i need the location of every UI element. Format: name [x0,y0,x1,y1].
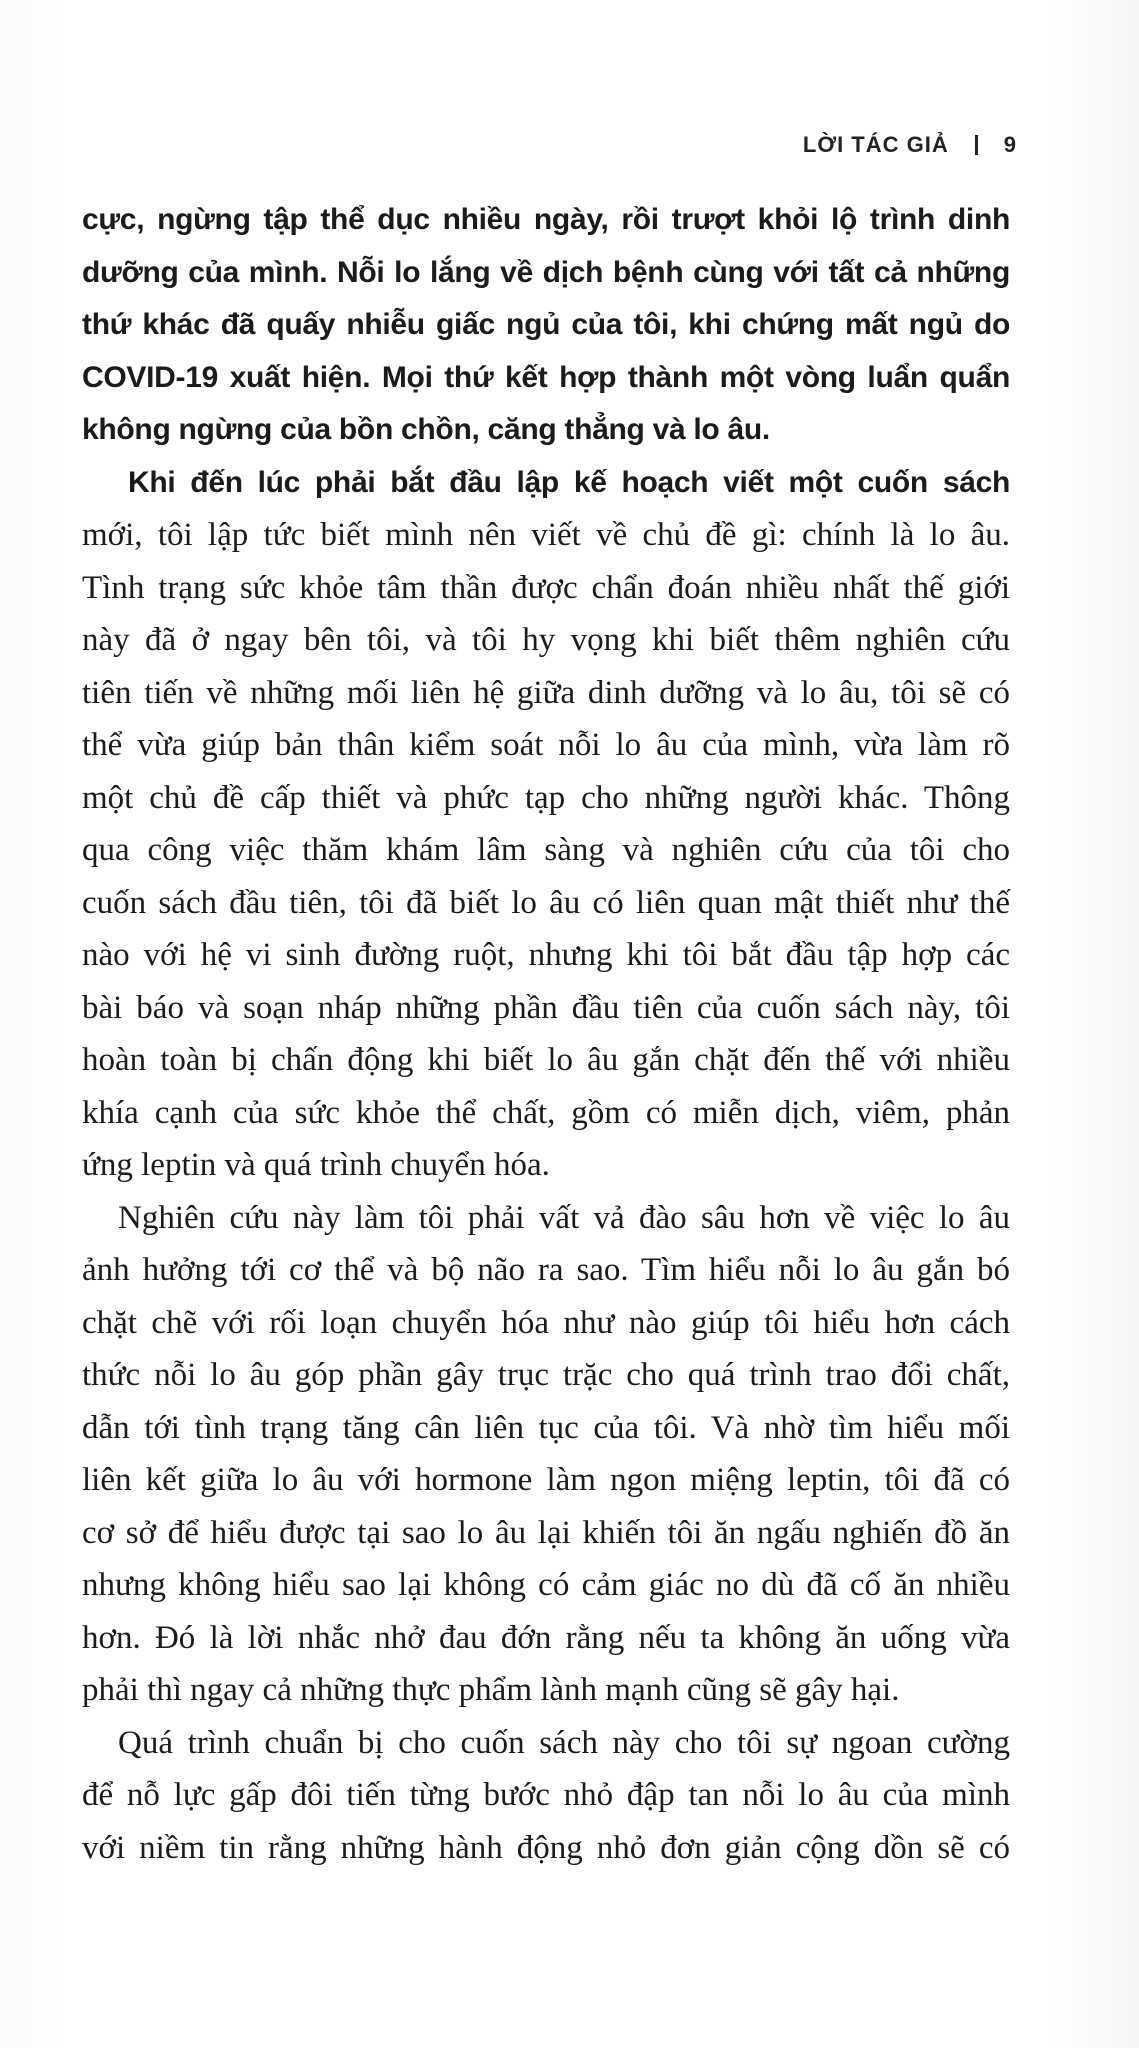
text-line: không ngừng của bồn chồn, căng thẳng và lo âu. [82,413,770,446]
paragraph [82,1717,1010,1875]
text-line: hơn. Đó là lời nhắc nhở đau đớn rằng nếu ta không ăn uống vừa [82,1619,1010,1656]
text-line: qua công việc thăm khám lâm sàng và nghiên cứu của tôi cho [82,832,1010,868]
section-title: LỜI TÁC GIẢ [802,132,949,157]
page-number: 9 [1003,132,1017,157]
text-line: cơ sở để hiểu được tại sao lo âu lại khiến tôi ăn ngấu nghiến đồ ăn [82,1514,1010,1551]
text-line: mới, tôi lập tức biết mình nên viết về chủ đề gì: chính là lo âu. [82,517,1010,553]
text-line: liên kết giữa lo âu với hormone làm ngon miệng leptin, tôi đã có [82,1462,1010,1498]
text-line: này đã ở ngay bên tôi, và tôi hy vọng khi biết thêm nghiên cứu [82,622,1010,658]
text-line: cuốn sách đầu tiên, tôi đã biết lo âu có liên quan mật thiết như thế [82,884,1010,921]
text-line: COVID-19 xuất hiện. Mọi thứ kết hợp thành một vòng luẩn quẩn [82,360,1010,394]
text-line: ứng leptin và quá trình chuyển hóa. [82,1147,550,1183]
paragraph [82,457,1010,1192]
text-line: bài báo và soạn nháp những phần đầu tiên của cuốn sách này, tôi [82,989,1010,1026]
text-line: phải thì ngay cả những thực phẩm lành mạnh cũng sẽ gây hại. [82,1672,900,1708]
text-line: Quá trình chuẩn bị cho cuốn sách này cho tôi sự ngoan cường [118,1724,1010,1761]
paragraph [82,1192,1010,1717]
text-line: dẫn tới tình trạng tăng cân liên tục của tôi. Và nhờ tìm hiểu mối [82,1409,1010,1446]
text-line: thứ khác đã quấy nhiễu giấc ngủ của tôi, khi chứng mất ngủ do [82,308,1010,341]
text-line: nhưng không hiểu sao lại không có cảm giác no dù đã cố ăn nhiều [82,1567,1010,1603]
text-line: thức nỗi lo âu góp phần gây trục trặc cho quá trình trao đổi chất, [82,1357,1010,1393]
text-line: hoàn toàn bị chấn động khi biết lo âu gắn chặt đến thế với nhiều [82,1042,1010,1078]
text-line: khía cạnh của sức khỏe thể chất, gồm có miễn dịch, viêm, phản [82,1094,1010,1131]
text-line: dưỡng của mình. Nỗi lo lắng về dịch bệnh cùng với tất cả những [82,255,1010,289]
text-line: Nghiên cứu này làm tôi phải vất vả đào sâu hơn về việc lo âu [118,1199,1010,1236]
body-text [82,194,1010,1874]
text-line: tiên tiến về những mối liên hệ giữa dinh dưỡng và lo âu, tôi sẽ có [82,674,1010,711]
text-line: chặt chẽ với rối loạn chuyển hóa như nào giúp tôi hiểu hơn cách [82,1304,1010,1341]
text-line: nào với hệ vi sinh đường ruột, nhưng khi tôi bắt đầu tập hợp các [82,937,1010,973]
paragraph [82,194,1010,457]
running-header [803,132,1017,158]
text-line: một chủ đề cấp thiết và phức tạp cho những người khác. Thông [82,779,1010,816]
text-line: ảnh hưởng tới cơ thể và bộ não ra sao. Tìm hiểu nỗi lo âu gắn bó [82,1252,1010,1288]
text-line: Tình trạng sức khỏe tâm thần được chẩn đoán nhiều nhất thế giới [82,569,1010,606]
text-line: cực, ngừng tập thể dục nhiều ngày, rồi trượt khỏi lộ trình dinh [82,203,1010,236]
text-line: thể vừa giúp bản thân kiểm soát nỗi lo âu của mình, vừa làm rõ [82,727,1010,763]
header-separator [975,135,978,155]
text-line: Khi đến lúc phải bắt đầu lập kế hoạch viết một cuốn sách [128,465,1010,499]
text-line: với niềm tin rằng những hành động nhỏ đơn giản cộng dồn sẽ có [82,1829,1010,1866]
text-line: để nỗ lực gấp đôi tiến từng bước nhỏ đập tan nỗi lo âu của mình [82,1777,1010,1813]
